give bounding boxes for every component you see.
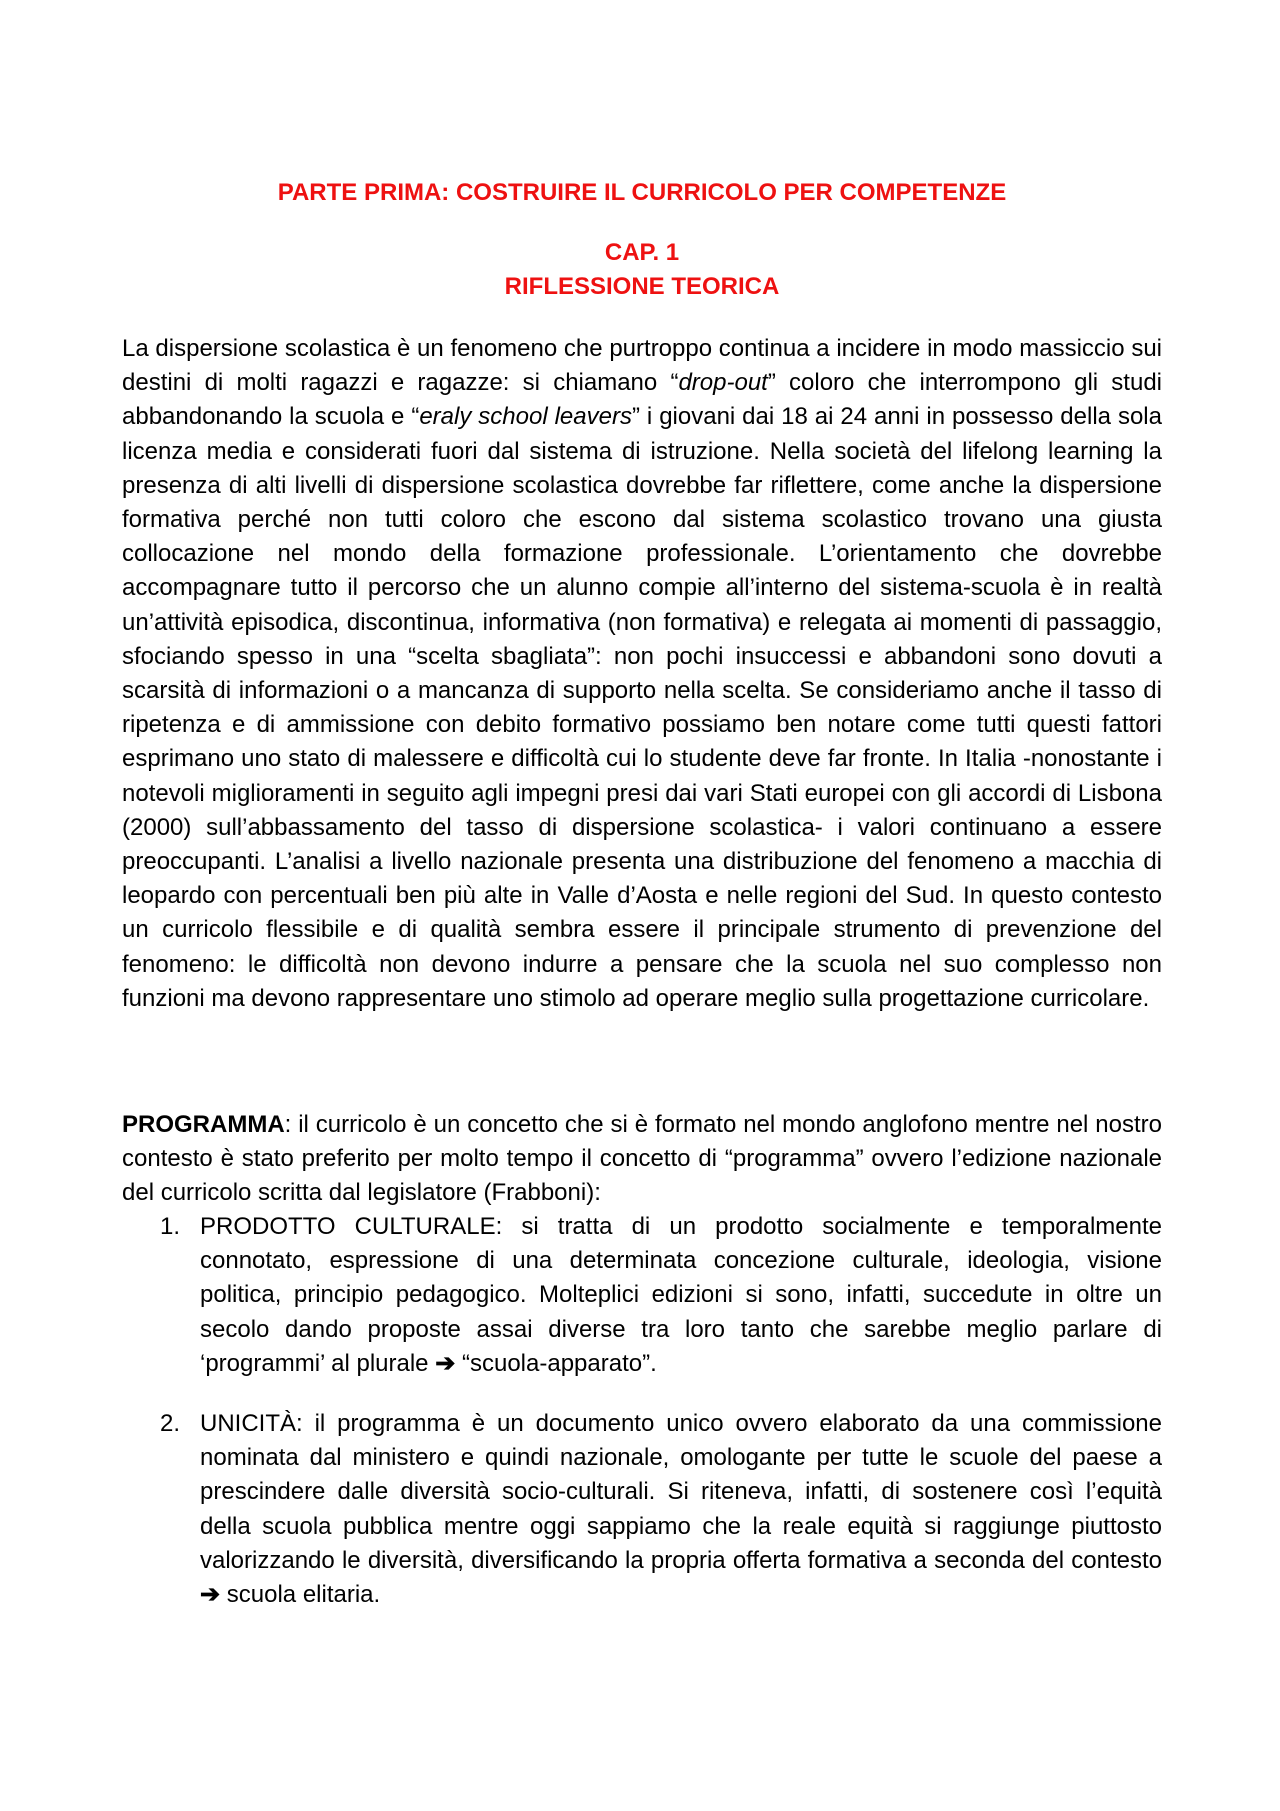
list-item-number: 1. xyxy=(160,1213,181,1240)
list-item xyxy=(122,1210,1162,1381)
chapter-title: RIFLESSIONE TEORICA xyxy=(504,273,780,300)
document-page xyxy=(122,0,1162,1811)
programma-text: : il curricolo è un concetto che si è formato nel mondo anglofono mentre nel nostro contesto è stato preferito per molto tempo il concetto di “programma” ovvero l’edizione nazionale del curricolo scritta dal legislatore (Frabboni): xyxy=(122,1111,1162,1207)
list-item-text: UNICITÀ: il programma è un documento unico ovvero elaborato da una commissione nominata dal ministero e quindi nazionale, omologante per tutte le scuole del paese a prescindere dalle diversità socio-culturali. Si riteneva, infatti, di sostenere così l’equità della scuola pubblica mentre oggi sappiamo che la reale equità si raggiunge piuttosto valorizzando le diversità, diversificando la propria offerta formativa a seconda del contesto xyxy=(200,1410,1162,1574)
intro-text-part1: La dispersione scolastica è un fenomeno che purtroppo continua a incidere in modo massiccio sui destini di molti ragazzi e ragazze: si chiamano “ xyxy=(122,335,1162,397)
programma-paragraph xyxy=(122,1108,1162,1211)
intro-text-part2: ” coloro che interrompono gli studi abbandonando la scuola e “ xyxy=(122,369,1162,431)
chapter-number: CAP. 1 xyxy=(604,239,680,266)
right-arrow-icon: ➔ xyxy=(200,1581,221,1609)
programma-label: PROGRAMMA xyxy=(122,1111,285,1138)
numbered-list xyxy=(122,1210,1162,1638)
list-item-tail: scuola elitaria. xyxy=(226,1581,381,1609)
intro-paragraph xyxy=(122,332,1162,1016)
list-item-tail: “scuola-apparato”. xyxy=(461,1349,657,1377)
right-arrow-icon: ➔ xyxy=(435,1349,456,1377)
intro-term-school-leavers: eraly school leavers xyxy=(419,403,632,431)
list-item-number: 2. xyxy=(160,1410,181,1438)
part-title: PARTE PRIMA: COSTRUIRE IL CURRICOLO PER COMPETENZE xyxy=(277,179,1007,206)
chapter-heading xyxy=(122,236,1162,304)
list-item xyxy=(122,1407,1162,1612)
list-item-text: PRODOTTO CULTURALE: si tratta di un prodotto socialmente e temporalmente connotato, espressione di una determinata concezione culturale, ideologia, visione politica, principio pedagogico. Molteplici edizioni si sono, infatti, succedute in oltre un secolo dando proposte assai diverse tra loro tanto che sarebbe meglio parlare di ‘programmi’ al plurale xyxy=(200,1213,1162,1377)
intro-term-drop-out: drop-out xyxy=(678,369,768,397)
intro-text-part3: ” i giovani dai 18 ai 24 anni in possesso della sola licenza media e considerati fuori dal sistema di istruzione. Nella società del lifelong learning la presenza di alti livelli di dispersione scolastica dovrebbe far riflettere, come anche la dispersione formativa perché non tutti coloro che escono dal sistema scolastico trovano una giusta collocazione nel mondo della formazione professionale. L’orientamento che dovrebbe accompagnare tutto il percorso che un alunno compie all’interno del sistema-scuola è in realtà un’attività episodica, discontinua, informativa (non formativa) e relegata ai momenti di passaggio, sfociando spesso in una “scelta sbagliata”: non pochi insuccessi e abbandoni sono dovuti a scarsità di informazioni o a mancanza di supporto nella scelta. Se consideriamo anche il tasso di ripetenza e di ammissione con debito formativo possiamo ben notare come tutti questi fattori esprimano uno stato di malessere e difficoltà cui lo studente deve far fronte. In Italia -nonostante i notevoli miglioramenti in seguito agli impegni presi dai vari Stati europei con gli accordi di Lisbona (2000) sull’abbassamento del tasso di dispersione scolastica- i valori continuano a essere preoccupanti. L’analisi a livello nazionale presenta una distribuzione del fenomeno a macchia di leopardo con percentuali ben più alte in Valle d’Aosta e nelle regioni del Sud. In questo contesto un curricolo flessibile e di qualità sembra essere il principale strumento di prevenzione del fenomeno: le difficoltà non devono indurre a pensare che la scuola nel suo complesso non funzioni ma devono rappresentare uno stimolo ad operare meglio sulla progettazione curricolare. xyxy=(122,403,1162,1012)
